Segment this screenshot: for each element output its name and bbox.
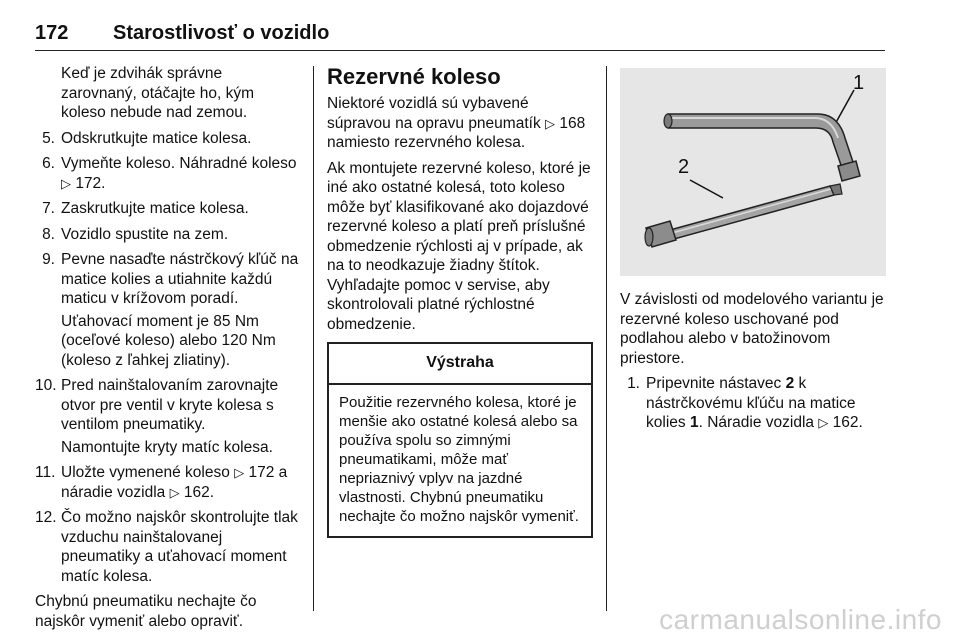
reference-arrow-icon: ▷ (545, 115, 556, 131)
step-list (35, 129, 301, 587)
reference-arrow-icon: ▷ (61, 175, 71, 191)
warning-title: Výstraha (329, 344, 591, 385)
spare-wheel-paragraph-1: Niektoré vozidlá sú vybavené súpravou na opravu pneumatík ▷ 168 namiesto rezervného kolesa. (327, 95, 586, 151)
list-item: 6. Vymeňte koleso. Náhradné koleso ▷ 172. (42, 155, 297, 192)
page-reference-link[interactable]: 168 namiesto rezervného kolesa. (327, 114, 586, 151)
figure-label-2: 2 (678, 156, 690, 178)
page-number: 172 (35, 22, 69, 44)
section-title: Rezervné koleso (327, 64, 501, 89)
page-reference-link[interactable]: 162. (183, 483, 215, 501)
wheel-wrench-icon (664, 114, 860, 181)
page-reference-link[interactable]: 172 a (248, 464, 288, 481)
column-divider-1 (313, 66, 314, 611)
spare-wheel-paragraph-2: Ak montujete rezervné koleso, ktoré je iné ako ostatné kolesá, toto koleso môže byť klasifikované ako dojazdové rezervné koleso a platí preň príslušné obmedzenie rýchlosti aj v prípade, ak na to neodkazuje žiadny štítok. Vyhľadajte pomoc v servise, aby skontrolovali platné rýchlostné obmedzenie. (327, 159, 591, 333)
tools-illustration (620, 68, 886, 276)
label-2-leader (690, 180, 723, 198)
page-header (35, 22, 885, 52)
extension-bar-icon (645, 184, 842, 247)
list-item: 9. Pevne nasaďte nástrčkový kľúč na matice kolies a utiahnite každú maticu v krížovom poradí. Uťahovací moment je 85 Nm (oceľové koleso) alebo 120 Nm (koleso z ľahkej zliatiny). (35, 250, 301, 370)
list-item: 12. Čo možno najskôr skontrolujte tlak vzduchu nainštalovanej pneumatiky a uťahovací moment matíc kolesa. (35, 509, 298, 585)
chapter-title: Starostlivosť o vozidlo (113, 22, 330, 44)
step-note: Uťahovací moment je 85 Nm (oceľové koleso) alebo 120 Nm (koleso z ľahkej zliatiny). (61, 312, 276, 369)
page-reference-link[interactable]: 162. (832, 414, 863, 431)
list-item: 5. Odskrutkujte matice kolesa. (42, 129, 252, 147)
reference-arrow-icon: ▷ (169, 484, 180, 500)
list-item: 8. Vozidlo spustite na zem. (42, 225, 229, 243)
list-item: 7. Zaskrutkujte matice kolesa. (42, 200, 249, 217)
step-list (620, 374, 890, 433)
list-item: 1. Pripevnite nástavec 2 k nástrčkovému kľúču na matice kolies 1. Náradie vozidla ▷ 162. (627, 375, 863, 431)
figure-label-1: 1 (853, 72, 865, 94)
reference-arrow-icon: ▷ (818, 415, 829, 430)
storage-paragraph: V závislosti od modelového variantu je rezervné koleso uschované pod podlahou alebo v batožinovom priestore. (620, 291, 884, 367)
header-divider (35, 50, 885, 51)
list-item: 11. Uložte vymenené koleso ▷ 172 a náradie vozidla ▷ 162. (35, 464, 288, 501)
watermark-logo: carmanualsonline.info (659, 604, 942, 635)
list-item: 10. Pred nainštalovaním zarovnajte otvor pre ventil v kryte kolesa s ventilom pneumatiky. Namontujte kryty matíc kolesa. (35, 376, 301, 457)
reference-arrow-icon: ▷ (234, 465, 245, 480)
step-note: Namontujte kryty matíc kolesa. (61, 438, 273, 456)
page-reference-link[interactable]: 172. (75, 174, 106, 192)
column-divider-2 (606, 66, 607, 611)
wheel-wrench-extension-drawing (620, 68, 886, 276)
column-middle (327, 64, 593, 538)
intro-paragraph: Keď je zdvihák správne zarovnaný, otáčajte ho, kým koleso nebude nad zemou. (61, 65, 254, 121)
column-left (35, 64, 301, 637)
warning-text: Použitie rezervného kolesa, ktoré je menšie ako ostatné kolesá alebo sa používa spolu so zimnými pneumatikami, môže mať nepriaznivý vplyv na jazdné vlastnosti. Chybnú pneumatiku nechajte čo možno najskôr vymeniť. (339, 393, 579, 525)
column-right (620, 290, 890, 439)
label-1-leader (834, 90, 854, 126)
closing-paragraph: Chybnú pneumatiku nechajte čo najskôr vymeniť alebo opraviť. (35, 593, 257, 630)
warning-box (327, 342, 593, 538)
